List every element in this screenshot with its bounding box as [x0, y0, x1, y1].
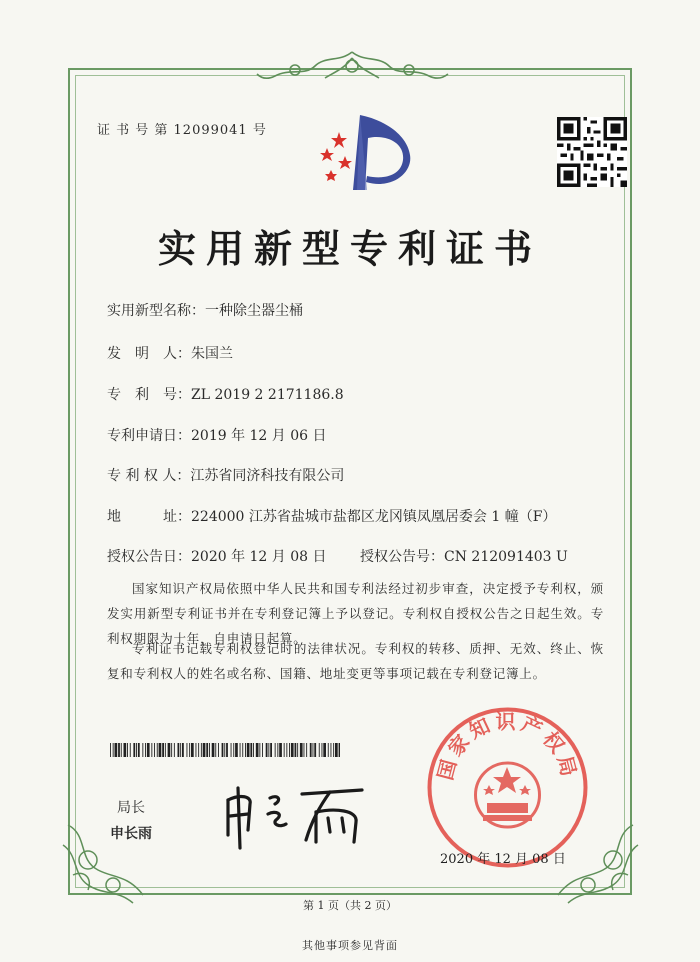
address-value: 224000 江苏省盐城市盐都区龙冈镇凤凰居委会 1 幢（F）	[191, 509, 557, 525]
grant-number-value: CN 212091403 U	[444, 549, 568, 565]
grant-number-label: 授权公告号：	[360, 549, 444, 565]
address-row	[107, 506, 556, 526]
patent-number-row	[107, 384, 344, 404]
grant-date-row	[107, 546, 327, 566]
utility-name-label: 实用新型名称：	[107, 303, 205, 319]
inventor-row	[107, 343, 233, 363]
legal-status-paragraph: 专利证书记载专利权登记时的法律状况。专利权的转移、质押、无效、终止、恢复和专利权人的姓名或名称、国籍、地址变更等事项记载在专利登记簿上。	[107, 641, 604, 681]
filing-date-label: 专利申请日：	[107, 428, 191, 444]
page-number: 第 1 页（共 2 页）	[303, 899, 397, 912]
patent-number-label: 专 利 号：	[107, 387, 191, 403]
grant-statement-paragraph: 国家知识产权局依照中华人民共和国专利法经过初步审查，决定授予专利权，颁发实用新型专利证书并在专利登记簿上予以登记。专利权自授权公告之日起生效。专利权期限为十年，自申请日起算。	[107, 581, 604, 646]
utility-name-row	[107, 300, 303, 320]
certificate-number: 证 书 号 第 12099041 号	[97, 123, 267, 138]
grant-date-label: 授权公告日：	[107, 549, 191, 565]
seal-date: 2020 年 12 月 08 日	[440, 852, 566, 867]
qr-code	[557, 117, 627, 187]
filing-date-value: 2019 年 12 月 06 日	[191, 428, 327, 444]
patentee-value: 江苏省同济科技有限公司	[190, 468, 345, 484]
inventor-label: 发 明 人：	[107, 346, 191, 362]
seal-text: 国家知识产权局	[432, 709, 583, 783]
inventor-value: 朱国兰	[191, 346, 233, 362]
certificate-title: 实用新型专利证书	[157, 226, 542, 271]
patent-number-value: ZL 2019 2 2171186.8	[191, 387, 344, 403]
grant-number-row	[360, 546, 568, 566]
cnipa-logo	[305, 110, 415, 195]
barcode	[110, 743, 340, 757]
director-title: 局长	[117, 800, 145, 816]
filing-date-row	[107, 425, 327, 445]
patentee-label: 专 利 权 人：	[107, 468, 191, 484]
official-seal	[425, 705, 590, 870]
grant-date-value: 2020 年 12 月 08 日	[191, 549, 327, 565]
top-ornament	[255, 48, 450, 84]
utility-name-value: 一种除尘器尘桶	[205, 303, 303, 319]
patentee-row	[107, 465, 344, 485]
director-name: 申长雨	[110, 826, 152, 842]
address-label: 地 址：	[107, 509, 191, 525]
director-signature	[220, 780, 370, 850]
back-note: 其他事项参见背面	[302, 939, 398, 952]
